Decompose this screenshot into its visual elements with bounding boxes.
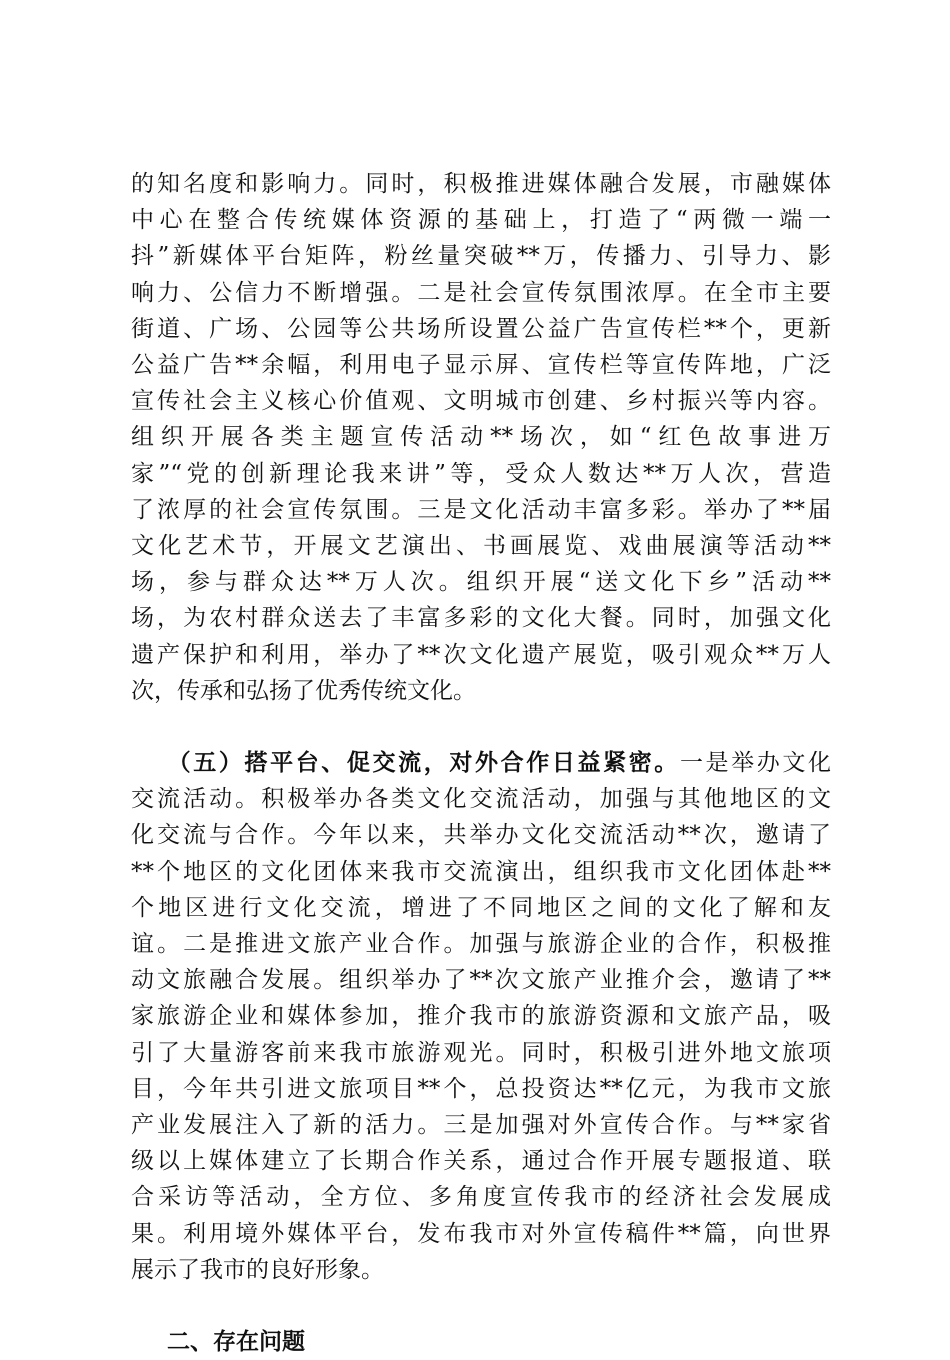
subsection-heading: （五）搭平台、促交流，对外合作日益紧密。 [165,749,680,777]
text-line: 组织开展各类主题宣传活动**场次，如“红色故事进万 [131,424,831,451]
text-line: 化交流与合作。今年以来，共举办文化交流活动**次，邀请了 [131,822,831,849]
text-line: 级以上媒体建立了长期合作关系，通过合作开展专题报道、联 [131,1148,831,1175]
text-line: 目，今年共引进文旅项目**个，总投资达**亿元，为我市文旅 [131,1075,831,1102]
text-line: 产业发展注入了新的活力。三是加强对外宣传合作。与**家省 [131,1112,831,1139]
text-line: 抖”新媒体平台矩阵，粉丝量突破**万，传播力、引导力、影 [131,243,831,270]
text-line: 家”“党的创新理论我来讲”等，受众人数达**万人次，营造 [131,460,831,487]
text-line: 宣传社会主义核心价值观、文明城市创建、乡村振兴等内容。 [131,388,831,415]
text-line: 个地区进行文化交流，增进了不同地区之间的文化了解和友 [131,894,831,921]
text-line: 展示了我市的良好形象。 [131,1256,384,1283]
text-line: 引了大量游客前来我市旅游观光。同时，积极引进外地文旅项 [131,1039,831,1066]
text-line: 谊。二是推进文旅产业合作。加强与旅游企业的合作，积极推 [131,931,831,958]
text-line: 的知名度和影响力。同时，积极推进媒体融合发展，市融媒体 [131,171,831,197]
text-line: 交流活动。积极举办各类文化交流活动，加强与其他地区的文 [131,786,831,813]
text-line: 中心在整合传统媒体资源的基础上，打造了“两微一端一 [131,207,831,234]
paragraph-media-culture [131,166,831,709]
text-line: 次，传承和弘扬了优秀传统文化。 [131,677,476,704]
text-line: 响力、公信力不断增强。二是社会宣传氛围浓厚。在全市主要 [131,279,831,306]
text-line: 街道、广场、公园等公共场所设置公益广告宣传栏**个，更新 [131,315,831,342]
text-fragment: 一是举办文化 [679,750,832,777]
document-body [131,166,831,1360]
text-line-with-heading [131,745,831,781]
text-line: 场，为农村群众送去了丰富多彩的文化大餐。同时，加强文化 [131,605,831,632]
text-line: 遗产保护和利用，举办了**次文化遗产展览，吸引观众**万人 [131,641,831,668]
section-heading-problems: 二、存在问题 [167,1329,305,1356]
text-line: 公益广告**余幅，利用电子显示屏、宣传栏等宣传阵地，广泛 [131,352,831,379]
text-line: 家旅游企业和媒体参加，推介我市的旅游资源和文旅产品，吸 [131,1003,831,1030]
text-line: 场，参与群众达**万人次。组织开展“送文化下乡”活动** [131,569,831,596]
text-line: 合采访等活动，全方位、多角度宣传我市的经济社会发展成 [131,1184,831,1211]
text-line: 文化艺术节，开展文艺演出、书画展览、戏曲展演等活动** [131,533,831,560]
text-line: 动文旅融合发展。组织举办了**次文旅产业推介会，邀请了** [131,967,831,994]
text-line: 了浓厚的社会宣传氛围。三是文化活动丰富多彩。举办了**届 [131,496,831,523]
paragraph-external-cooperation [131,745,831,1288]
text-line: **个地区的文化团体来我市交流演出，组织我市文化团体赴** [131,858,831,885]
text-line: 果。利用境外媒体平台，发布我市对外宣传稿件**篇，向世界 [131,1220,831,1247]
